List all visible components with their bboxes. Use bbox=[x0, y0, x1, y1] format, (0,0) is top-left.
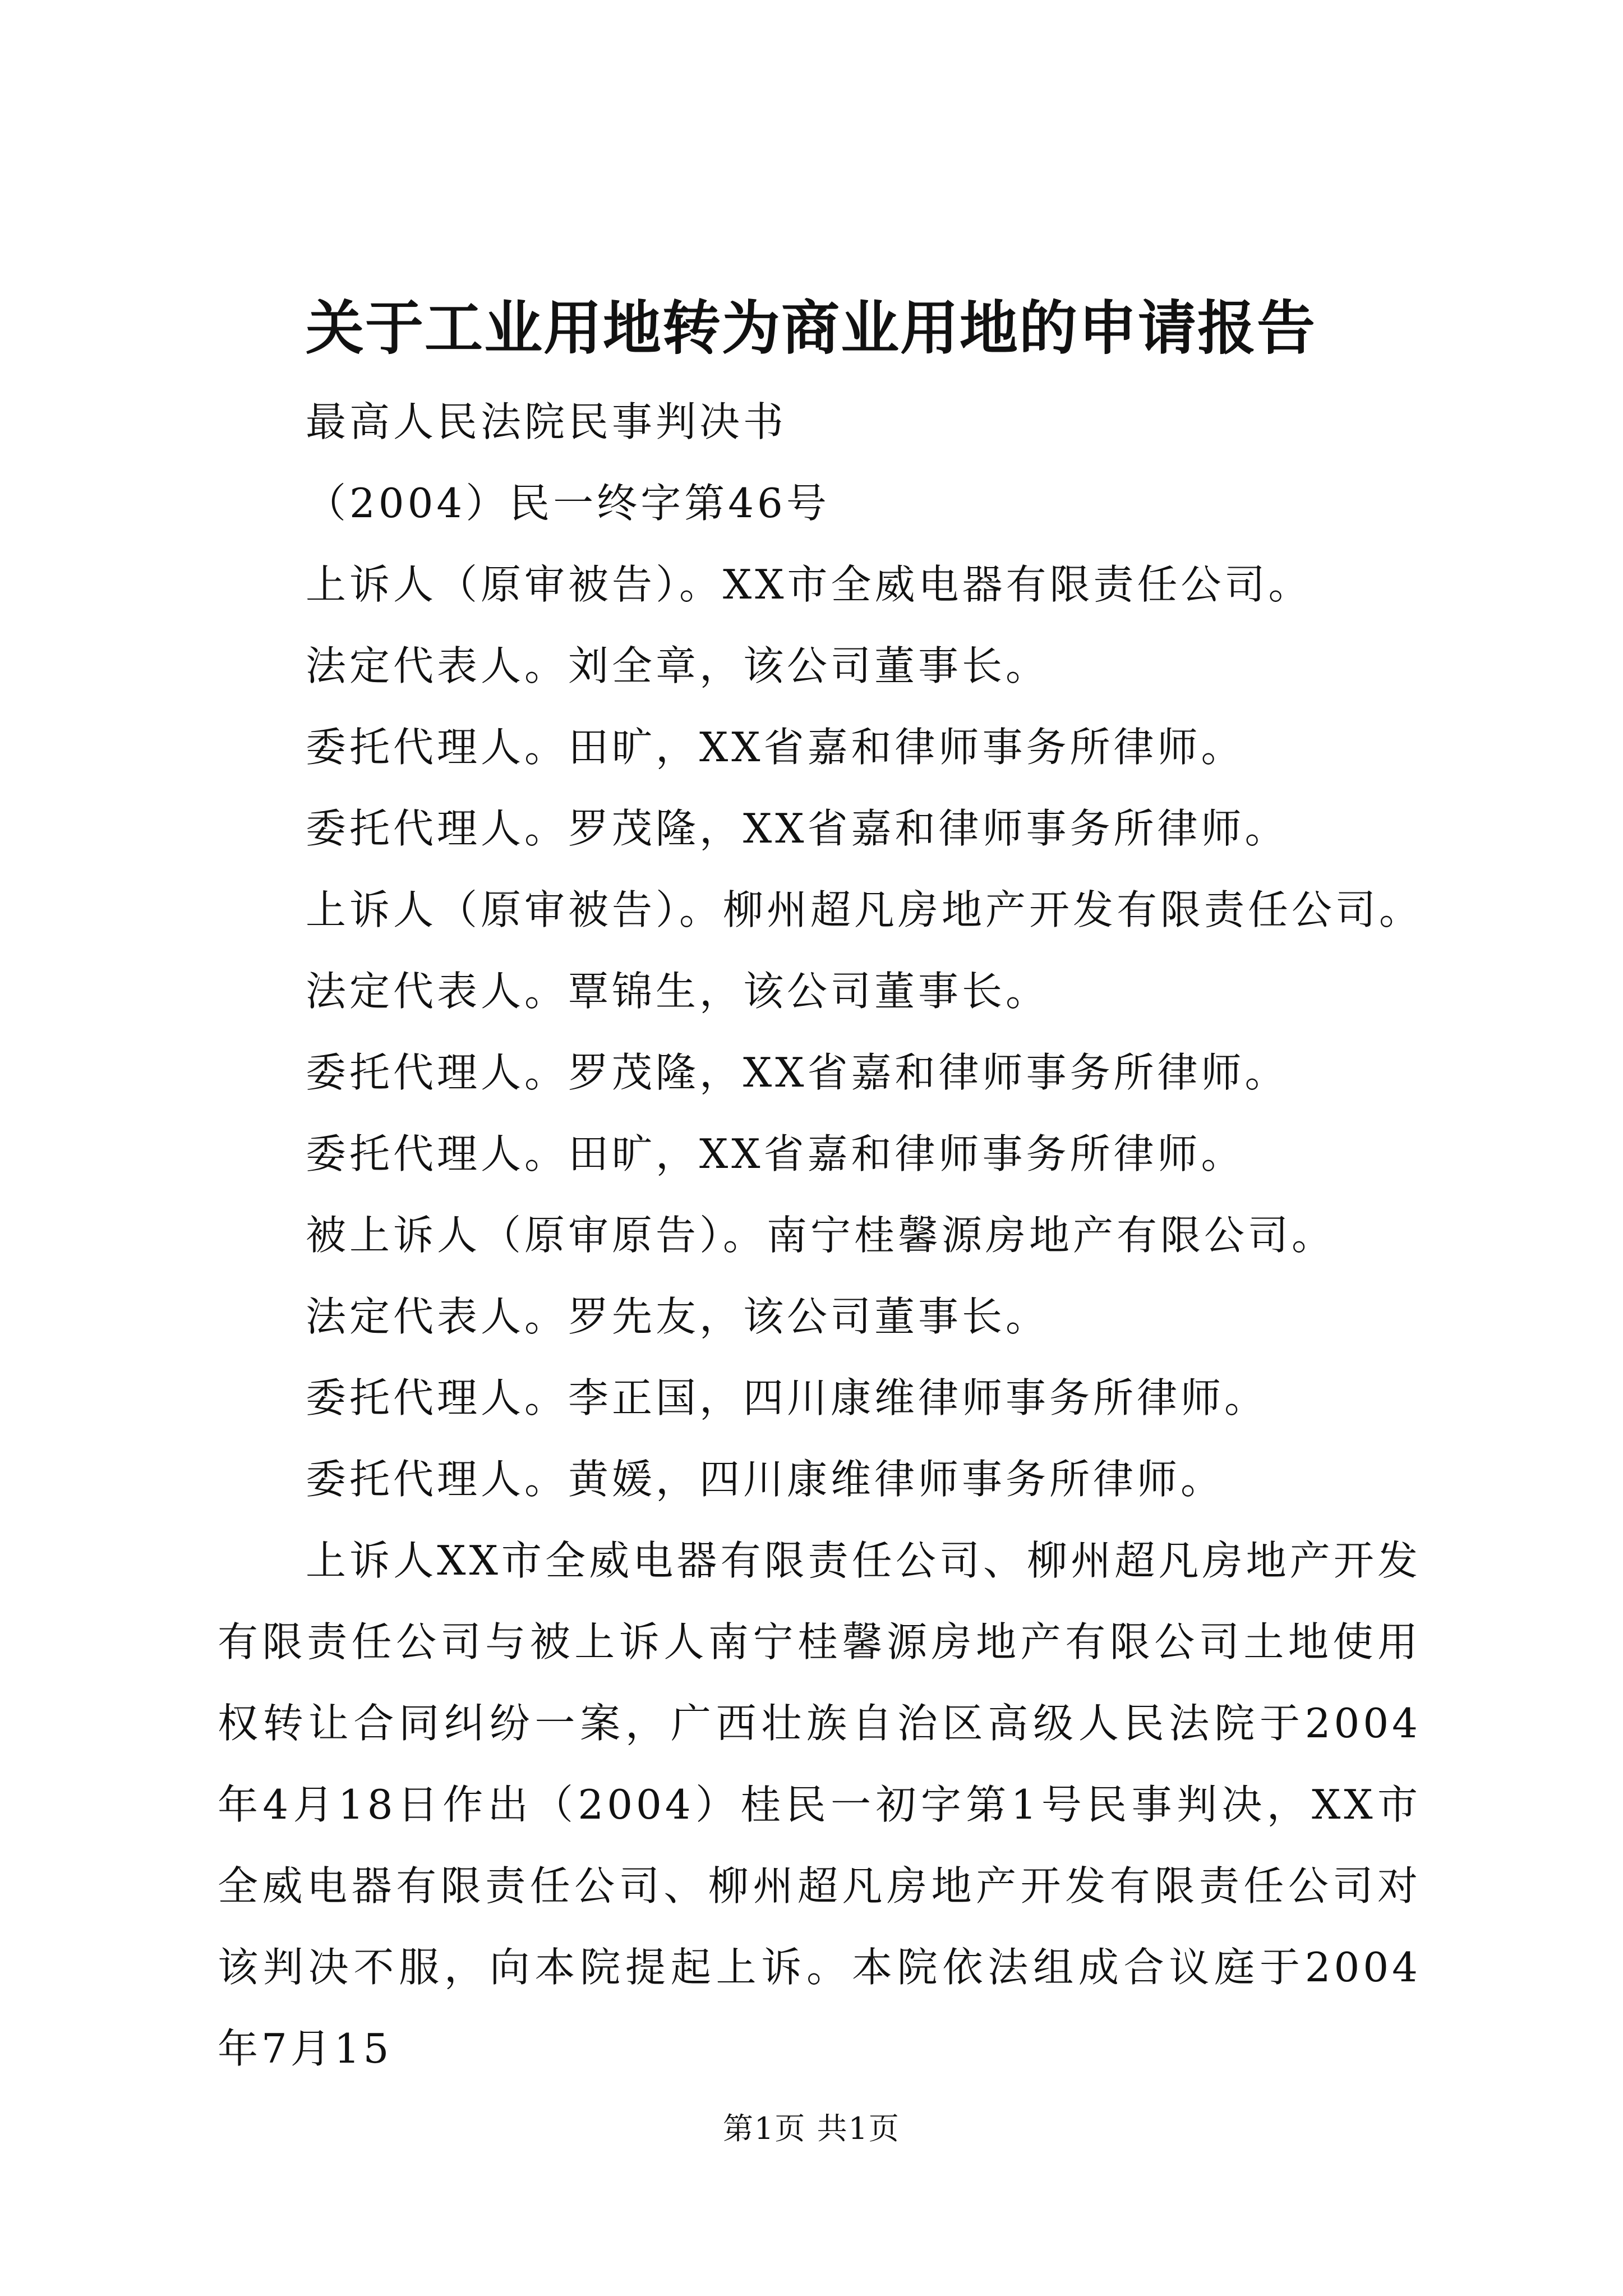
court-name-line: 最高人民法院民事判决书 bbox=[306, 398, 787, 445]
page-footer: 第1页 共1页 bbox=[723, 2111, 900, 2146]
party-line: 上诉人（原审被告）。柳州超凡房地产开发有限责任公司。 bbox=[306, 886, 1423, 933]
party-line: 法定代表人。刘全章，该公司董事长。 bbox=[306, 642, 1050, 689]
party-line: 法定代表人。覃锦生，该公司董事长。 bbox=[306, 968, 1050, 1015]
case-number-line: （2004）民一终字第46号 bbox=[306, 480, 830, 527]
party-line: 委托代理人。田旷，XX省嘉和律师事务所律师。 bbox=[306, 1130, 1245, 1177]
party-line: 委托代理人。田旷，XX省嘉和律师事务所律师。 bbox=[306, 724, 1245, 771]
party-line: 委托代理人。罗茂隆，XX省嘉和律师事务所律师。 bbox=[306, 1049, 1289, 1096]
party-line: 法定代表人。罗先友，该公司董事长。 bbox=[306, 1293, 1050, 1340]
party-line: 委托代理人。李正国，四川康维律师事务所律师。 bbox=[306, 1374, 1269, 1421]
party-line: 上诉人（原审被告）。XX市全威电器有限责任公司。 bbox=[306, 561, 1312, 608]
document-title: 关于工业用地转为商业用地的申请报告 bbox=[306, 293, 1317, 362]
case-paragraph: 上诉人XX市全威电器有限责任公司、柳州超凡房地产开发有限责任公司与被上诉人南宁桂馨源房地产有限公司土地使用权转让合同纠纷一案，广西壮族自治区高级人民法院于2004年4月18日作出（2004）桂民一初字第1号民事判决，XX市全威电器有限责任公司、柳州超凡房地产开发有限责任公司对该判决不服，向本院提起上诉。本院依法组成合议庭于2004年7月15 bbox=[218, 1537, 1421, 2072]
party-line: 委托代理人。罗茂隆，XX省嘉和律师事务所律师。 bbox=[306, 805, 1289, 852]
party-line: 委托代理人。黄媛，四川康维律师事务所律师。 bbox=[306, 1456, 1225, 1503]
document-body bbox=[218, 381, 1421, 2090]
party-line: 被上诉人（原审原告）。南宁桂馨源房地产有限公司。 bbox=[306, 1212, 1336, 1259]
